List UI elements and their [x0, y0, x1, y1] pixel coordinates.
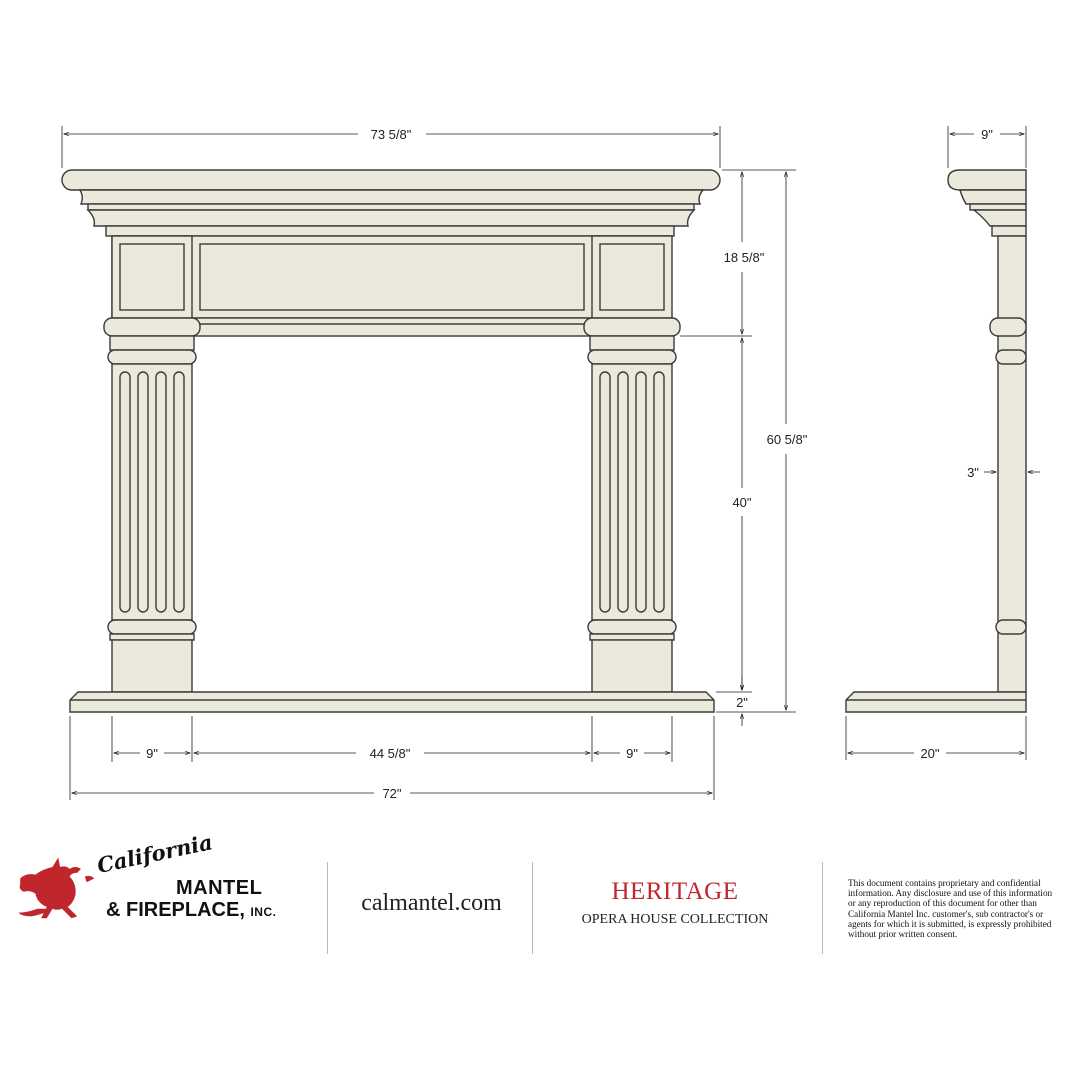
- brand-name-line2: [106, 899, 276, 922]
- divider-2: [532, 862, 533, 954]
- dim-overall-height: 60 5/8": [766, 432, 808, 447]
- dim-overall-base-width: 72": [382, 786, 402, 801]
- side-elevation: [846, 170, 1026, 712]
- legal-line: agents for which it is submitted, is expressly prohibited: [848, 918, 1052, 929]
- legal-notice: [848, 878, 1076, 939]
- left-plinth: [112, 640, 192, 692]
- crown-cove: [88, 210, 694, 226]
- legal-line: This document contains proprietary and confidential: [848, 878, 1041, 888]
- side-crown: [960, 190, 1026, 204]
- lintel-band: [192, 318, 592, 336]
- divider-1: [327, 862, 328, 954]
- hearth: [70, 692, 714, 712]
- legal-line: without prior written consent.: [848, 929, 958, 940]
- collection-title: HERITAGE: [611, 878, 739, 905]
- legal-line: California Mantel Inc. customer's, sub contractor's or: [848, 908, 1044, 919]
- architrave-band: [106, 226, 674, 236]
- mantel-shelf: [62, 170, 720, 190]
- frieze-left-panel: [120, 244, 184, 310]
- frieze-center-panel: [200, 244, 584, 310]
- side-hearth: [846, 692, 1026, 712]
- legal-line: information. Any disclosure and use of this information: [848, 888, 1053, 899]
- dim-frieze-height: 18 5/8": [723, 250, 765, 265]
- brand-name-line2-text: & FIREPLACE,: [106, 899, 245, 921]
- dim-overall-top-width: 73 5/8": [370, 127, 412, 142]
- dim-leg-width-left: 9": [146, 746, 158, 761]
- front-elevation: [62, 170, 720, 712]
- dim-opening-height: 40": [732, 495, 752, 510]
- website-link[interactable]: calmantel.com: [361, 890, 502, 916]
- dim-leg-width-right: 9": [626, 746, 638, 761]
- dim-opening-width: 44 5/8": [369, 746, 411, 761]
- right-capital-ring: [584, 318, 680, 336]
- dim-side-leg-depth: 3": [967, 465, 979, 480]
- brand-script-text: California: [94, 829, 215, 878]
- collection-subtitle: OPERA HOUSE COLLECTION: [581, 912, 769, 927]
- divider-3: [822, 862, 823, 954]
- dim-hearth-height: 2": [736, 695, 748, 710]
- brand-name-line1: MANTEL: [176, 877, 263, 899]
- crown-molding: [80, 190, 703, 204]
- frieze-right-panel: [600, 244, 664, 310]
- right-plinth: [592, 640, 672, 692]
- left-capital-ring: [104, 318, 200, 336]
- legal-line: or any reproduction of this document for other than: [848, 898, 1037, 909]
- side-shelf: [948, 170, 1026, 190]
- crown-band: [88, 204, 694, 210]
- dim-side-depth-top: 9": [981, 127, 993, 142]
- dim-side-base-depth: 20": [920, 746, 940, 761]
- brand-inc: INC.: [250, 905, 277, 919]
